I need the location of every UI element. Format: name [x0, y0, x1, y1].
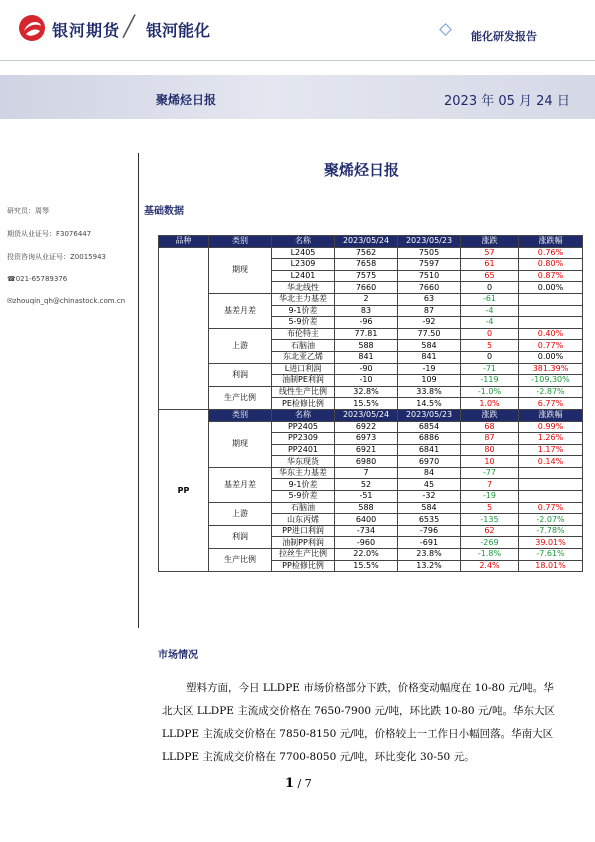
- value-cell: 32.8%: [335, 386, 398, 398]
- table-header-row: [159, 236, 583, 248]
- column-divider: [138, 153, 139, 628]
- value-cell: 84: [398, 467, 461, 479]
- value-cell: 15.5%: [335, 560, 398, 572]
- value-cell: 588: [335, 340, 398, 352]
- item-name-cell: 山东丙烯: [272, 514, 335, 526]
- page-current: 1: [285, 776, 295, 791]
- value-cell: 6970: [398, 456, 461, 468]
- change-pct-cell: 0.00%: [519, 351, 583, 363]
- category-cell: 期现: [209, 247, 272, 293]
- column-header: 类别: [209, 236, 272, 248]
- value-cell: 7575: [335, 270, 398, 282]
- column-header: 类别: [209, 409, 272, 421]
- change-cell: 87: [461, 433, 519, 445]
- value-cell: 22.0%: [335, 549, 398, 561]
- table-row: [159, 549, 583, 561]
- value-cell: 83: [335, 305, 398, 317]
- value-cell: -734: [335, 525, 398, 537]
- change-cell: 57: [461, 247, 519, 259]
- section-title-market: 市场情况: [158, 650, 198, 661]
- change-cell: 5: [461, 340, 519, 352]
- change-pct-cell: 381.39%: [519, 363, 583, 375]
- analyst-license: 期货从业证号：F3076447: [7, 230, 92, 238]
- item-name-cell: 布伦特主: [272, 328, 335, 340]
- analyst-name: 研究员：周琴: [7, 207, 49, 215]
- item-name-cell: L2405: [272, 247, 335, 259]
- column-header: 2023/05/23: [398, 236, 461, 248]
- item-name-cell: 5-9价差: [272, 317, 335, 329]
- change-pct-cell: [519, 467, 583, 479]
- value-cell: -96: [335, 317, 398, 329]
- change-cell: -4: [461, 305, 519, 317]
- value-cell: 7658: [335, 259, 398, 271]
- item-name-cell: L进口利润: [272, 363, 335, 375]
- market-line: LLDPE 主流成交价格在 7700-8050 元/吨，环比变化 30-50 元。: [162, 751, 475, 763]
- item-name-cell: 华东主力基差: [272, 467, 335, 479]
- change-cell: 80: [461, 444, 519, 456]
- value-cell: 6841: [398, 444, 461, 456]
- value-cell: 7: [335, 467, 398, 479]
- value-cell: 2: [335, 293, 398, 305]
- product-cell: [159, 247, 209, 409]
- change-cell: 62: [461, 525, 519, 537]
- value-cell: 584: [398, 340, 461, 352]
- change-cell: -4: [461, 317, 519, 329]
- change-cell: 61: [461, 259, 519, 271]
- item-name-cell: 华东现货: [272, 456, 335, 468]
- item-name-cell: L2401: [272, 270, 335, 282]
- change-pct-cell: [519, 479, 583, 491]
- item-name-cell: 线性生产比例: [272, 386, 335, 398]
- value-cell: 6922: [335, 421, 398, 433]
- change-pct-cell: 0.77%: [519, 340, 583, 352]
- value-cell: 77.81: [335, 328, 398, 340]
- change-cell: -269: [461, 537, 519, 549]
- table-row: [159, 328, 583, 340]
- value-cell: 77.50: [398, 328, 461, 340]
- value-cell: 6921: [335, 444, 398, 456]
- category-cell: 利润: [209, 363, 272, 386]
- value-cell: 841: [398, 351, 461, 363]
- column-header: 2023/05/24: [335, 236, 398, 248]
- value-cell: 87: [398, 305, 461, 317]
- value-cell: 6854: [398, 421, 461, 433]
- change-pct-cell: -7.78%: [519, 525, 583, 537]
- item-name-cell: 华北主力基差: [272, 293, 335, 305]
- column-header: 2023/05/23: [398, 409, 461, 421]
- value-cell: 6886: [398, 433, 461, 445]
- change-pct-cell: 0.76%: [519, 247, 583, 259]
- change-pct-cell: 6.77%: [519, 398, 583, 410]
- category-cell: 期现: [209, 421, 272, 467]
- header-divider: [0, 60, 595, 61]
- item-name-cell: 石脑油: [272, 502, 335, 514]
- column-header: 涨跌幅: [519, 409, 583, 421]
- item-name-cell: 油制PP利润: [272, 537, 335, 549]
- report-type: 能化研发报告: [471, 30, 537, 43]
- change-pct-cell: [519, 305, 583, 317]
- section-title-basic-data: 基础数据: [144, 206, 184, 217]
- change-pct-cell: 0.99%: [519, 421, 583, 433]
- value-cell: 7660: [398, 282, 461, 294]
- category-cell: 上游: [209, 328, 272, 363]
- value-cell: 588: [335, 502, 398, 514]
- diamond-icon: [439, 23, 452, 36]
- change-cell: 1.0%: [461, 398, 519, 410]
- change-pct-cell: 1.17%: [519, 444, 583, 456]
- item-name-cell: PP2309: [272, 433, 335, 445]
- item-name-cell: L2309: [272, 259, 335, 271]
- value-cell: 52: [335, 479, 398, 491]
- page-separator: /: [294, 777, 305, 790]
- change-cell: 0: [461, 351, 519, 363]
- market-line: LLDPE 主流成交价格在 7850-8150 元/吨，价格较上一工作日小幅回落。华南大区: [162, 728, 554, 740]
- change-cell: -61: [461, 293, 519, 305]
- change-cell: 5: [461, 502, 519, 514]
- change-cell: -19: [461, 491, 519, 503]
- column-header: 涨跌: [461, 409, 519, 421]
- analyst-advisor-license: 投资咨询从业证号：Z0015943: [7, 253, 106, 261]
- change-pct-cell: [519, 293, 583, 305]
- item-name-cell: PE检修比例: [272, 398, 335, 410]
- change-pct-cell: [519, 491, 583, 503]
- item-name-cell: PP2405: [272, 421, 335, 433]
- value-cell: 7660: [335, 282, 398, 294]
- change-pct-cell: 39.01%: [519, 537, 583, 549]
- value-cell: 7597: [398, 259, 461, 271]
- page-number: [285, 776, 312, 791]
- market-line: 北大区 LLDPE 主流成交价格在 7650-7900 元/吨，环比跌 10-80 元/吨。华东大区: [162, 705, 555, 717]
- change-cell: -1.0%: [461, 386, 519, 398]
- analyst-email[interactable]: ✉zhouqin_qh@chinastock.com.cn: [7, 297, 126, 305]
- value-cell: 7510: [398, 270, 461, 282]
- value-cell: -960: [335, 537, 398, 549]
- report-date: 2023 年 05 月 24 日: [444, 94, 570, 109]
- value-cell: -51: [335, 491, 398, 503]
- value-cell: -19: [398, 363, 461, 375]
- change-pct-cell: 0.14%: [519, 456, 583, 468]
- galaxy-logo-icon: [18, 14, 46, 42]
- value-cell: 109: [398, 375, 461, 387]
- change-pct-cell: -2.87%: [519, 386, 583, 398]
- page-total: 7: [304, 777, 312, 790]
- item-name-cell: 9-1价差: [272, 479, 335, 491]
- table-row: [159, 467, 583, 479]
- column-header: 名称: [272, 236, 335, 248]
- change-cell: -77: [461, 467, 519, 479]
- item-name-cell: 拉丝生产比例: [272, 549, 335, 561]
- sub-brand-name: 银河能化: [146, 21, 211, 40]
- category-cell: 基差月差: [209, 467, 272, 502]
- change-cell: 68: [461, 421, 519, 433]
- value-cell: 14.5%: [398, 398, 461, 410]
- item-name-cell: 东北亚乙烯: [272, 351, 335, 363]
- value-cell: -90: [335, 363, 398, 375]
- change-cell: 2.4%: [461, 560, 519, 572]
- item-name-cell: 9-1价差: [272, 305, 335, 317]
- change-pct-cell: 0.40%: [519, 328, 583, 340]
- category-cell: 生产比例: [209, 549, 272, 572]
- value-cell: 63: [398, 293, 461, 305]
- table-row: [159, 247, 583, 259]
- value-cell: 23.8%: [398, 549, 461, 561]
- change-cell: -71: [461, 363, 519, 375]
- market-line: 塑料方面，今日 LLDPE 市场价格部分下跌，价格变动幅度在 10-80 元/吨。华: [186, 682, 554, 694]
- value-cell: -92: [398, 317, 461, 329]
- change-pct-cell: 0.87%: [519, 270, 583, 282]
- item-name-cell: 油制PE利润: [272, 375, 335, 387]
- value-cell: 6400: [335, 514, 398, 526]
- change-cell: 10: [461, 456, 519, 468]
- table-subheader-row: [159, 409, 583, 421]
- value-cell: -32: [398, 491, 461, 503]
- change-pct-cell: [519, 317, 583, 329]
- value-cell: 33.8%: [398, 386, 461, 398]
- value-cell: 45: [398, 479, 461, 491]
- change-cell: 7: [461, 479, 519, 491]
- column-header: 涨跌: [461, 236, 519, 248]
- change-pct-cell: 0.00%: [519, 282, 583, 294]
- change-cell: -119: [461, 375, 519, 387]
- change-cell: -1.8%: [461, 549, 519, 561]
- value-cell: 13.2%: [398, 560, 461, 572]
- value-cell: 7505: [398, 247, 461, 259]
- item-name-cell: 石脑油: [272, 340, 335, 352]
- category-cell: 上游: [209, 502, 272, 525]
- value-cell: 6535: [398, 514, 461, 526]
- document-title: 聚烯烃日报: [324, 161, 400, 179]
- table-row: [159, 502, 583, 514]
- value-cell: 584: [398, 502, 461, 514]
- item-name-cell: PP2401: [272, 444, 335, 456]
- change-cell: 65: [461, 270, 519, 282]
- value-cell: -796: [398, 525, 461, 537]
- page-header: [0, 0, 595, 84]
- change-pct-cell: -109.30%: [519, 375, 583, 387]
- value-cell: 6973: [335, 433, 398, 445]
- market-paragraph: [162, 677, 580, 769]
- table-row: [159, 525, 583, 537]
- value-cell: -10: [335, 375, 398, 387]
- table-row: [159, 386, 583, 398]
- change-cell: 0: [461, 282, 519, 294]
- item-name-cell: PP检修比例: [272, 560, 335, 572]
- value-cell: -691: [398, 537, 461, 549]
- analyst-phone: ☎021-65789376: [7, 275, 68, 283]
- basic-data-table: [158, 235, 583, 572]
- change-cell: 0: [461, 328, 519, 340]
- table-row: [159, 421, 583, 433]
- column-header: 名称: [272, 409, 335, 421]
- value-cell: 15.5%: [335, 398, 398, 410]
- brand-divider: ╱: [123, 14, 136, 38]
- category-cell: 基差月差: [209, 293, 272, 328]
- item-name-cell: 5-9价差: [272, 491, 335, 503]
- change-pct-cell: 1.26%: [519, 433, 583, 445]
- table-row: [159, 293, 583, 305]
- column-header: 2023/05/24: [335, 409, 398, 421]
- change-cell: -135: [461, 514, 519, 526]
- category-cell: 生产比例: [209, 386, 272, 409]
- change-pct-cell: 0.80%: [519, 259, 583, 271]
- change-pct-cell: 18.01%: [519, 560, 583, 572]
- column-header: 品种: [159, 236, 209, 248]
- change-pct-cell: 0.77%: [519, 502, 583, 514]
- product-cell: PP: [159, 409, 209, 571]
- column-header: 涨跌幅: [519, 236, 583, 248]
- change-pct-cell: -7.61%: [519, 549, 583, 561]
- change-pct-cell: -2.07%: [519, 514, 583, 526]
- banner-title: 聚烯烃日报: [156, 93, 217, 107]
- value-cell: 841: [335, 351, 398, 363]
- brand-name: 银河期货: [52, 21, 121, 40]
- value-cell: 7562: [335, 247, 398, 259]
- value-cell: 6980: [335, 456, 398, 468]
- category-cell: 利润: [209, 525, 272, 548]
- item-name-cell: 华北线性: [272, 282, 335, 294]
- table-row: [159, 363, 583, 375]
- item-name-cell: PP进口利润: [272, 525, 335, 537]
